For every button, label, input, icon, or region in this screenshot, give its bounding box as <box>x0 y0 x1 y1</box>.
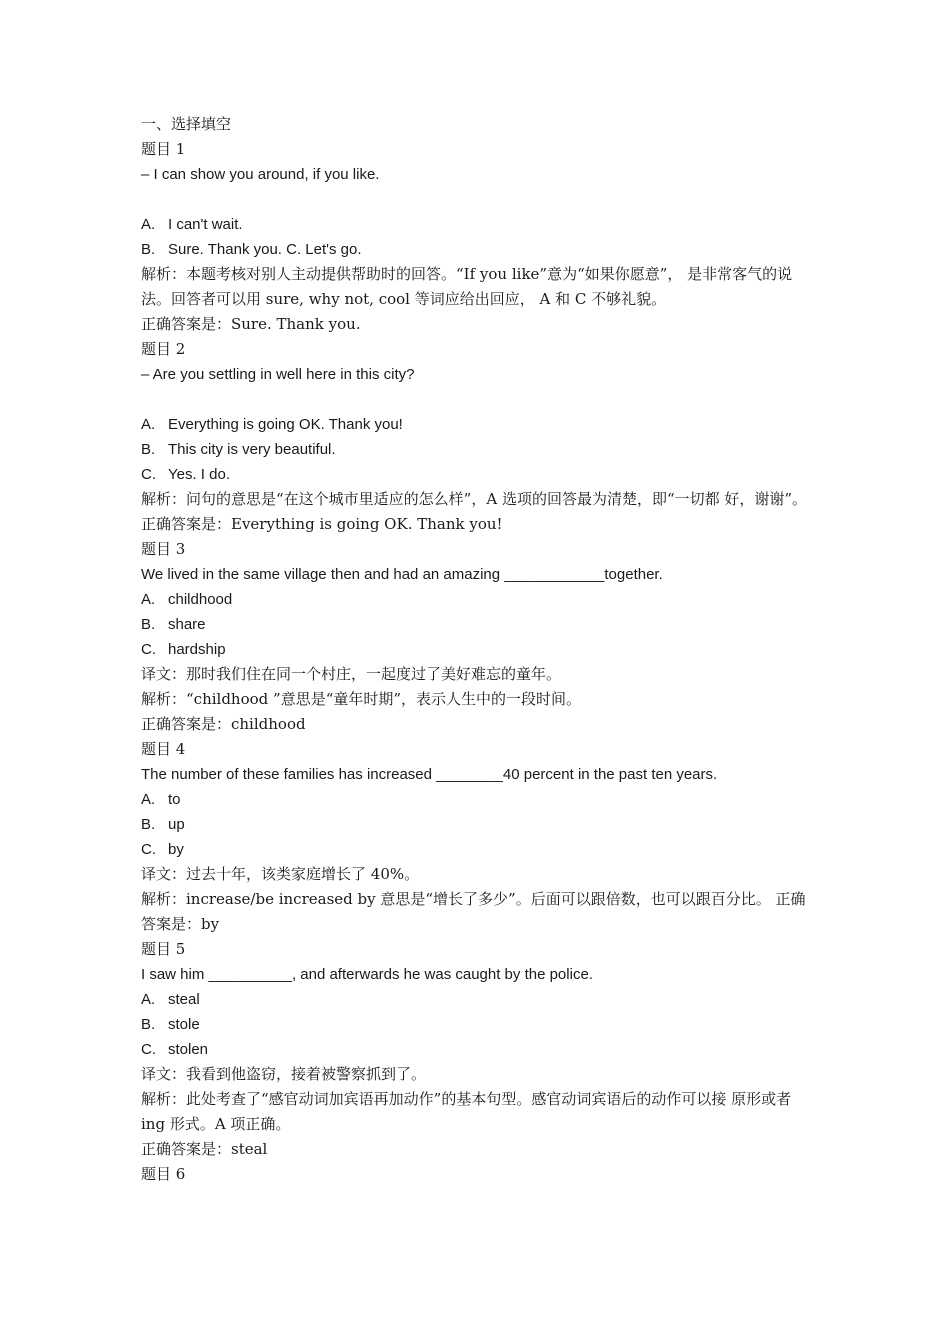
option-letter: A. <box>141 591 156 608</box>
option-b <box>141 237 811 262</box>
option-letter: B. <box>141 241 156 258</box>
option-b <box>141 1012 811 1037</box>
correct-answer: 正确答案是：Sure. Thank you. <box>141 315 361 333</box>
section-title: 一、选择填空 <box>141 115 232 133</box>
question-label: 题目 2 <box>141 340 186 358</box>
question-prompt: We lived in the same village then and had an amazing ____________together. <box>141 566 663 583</box>
question-5 <box>141 937 811 1162</box>
option-b <box>141 612 811 637</box>
question-label: 题目 3 <box>141 540 186 558</box>
option-text: I can't wait. <box>168 216 243 233</box>
option-a <box>141 212 811 237</box>
question-4 <box>141 737 811 937</box>
option-text: Yes. I do. <box>168 466 230 483</box>
option-letter: B. <box>141 816 156 833</box>
option-text: childhood <box>168 591 233 608</box>
option-text: by <box>168 841 184 858</box>
question-prompt: The number of these families has increased ________40 percent in the past ten years. <box>141 766 718 783</box>
option-text: share <box>168 616 206 633</box>
correct-answer: 正确答案是：steal <box>141 1140 268 1158</box>
analysis: 解析：increase/be increased by 意思是“增长了多少”。后面可以跟倍数，也可以跟百分比。 正确答案是：by <box>141 890 806 933</box>
translation: 译文：我看到他盗窃，接着被警察抓到了。 <box>141 1065 427 1083</box>
question-prompt: – Are you settling in well here in this city? <box>141 366 415 383</box>
option-letter: B. <box>141 616 156 633</box>
question-2 <box>141 337 811 537</box>
analysis: 解析：问句的意思是“在这个城市里适应的怎么样”，A 选项的回答最为清楚，即“一切都 好，谢谢”。 <box>141 490 808 508</box>
question-label: 题目 6 <box>141 1165 186 1183</box>
option-text: steal <box>168 991 200 1008</box>
spacer <box>141 187 811 212</box>
question-label: 题目 1 <box>141 140 186 158</box>
option-letter: A. <box>141 791 156 808</box>
question-label: 题目 4 <box>141 740 186 758</box>
option-letter: C. <box>141 466 156 483</box>
option-letter: B. <box>141 441 156 458</box>
option-a <box>141 787 811 812</box>
analysis: 解析：本题考核对别人主动提供帮助时的回答。“If you like”意为“如果你愿意”， 是非常客气的说法。回答者可以用 sure, why not, cool 等词应给出回应， A 和 C 不够礼貌。 <box>141 265 793 308</box>
translation: 译文：那时我们住在同一个村庄，一起度过了美好难忘的童年。 <box>141 665 562 683</box>
analysis: 解析：“childhood ”意思是“童年时期”，表示人生中的一段时间。 <box>141 690 582 708</box>
option-text: Sure. Thank you. C. Let's go. <box>168 241 362 258</box>
question-3 <box>141 537 811 737</box>
question-label: 题目 5 <box>141 940 186 958</box>
option-text: to <box>168 791 181 808</box>
option-c <box>141 637 811 662</box>
translation: 译文：过去十年，该类家庭增长了 40%。 <box>141 865 420 883</box>
document-page <box>141 112 811 1187</box>
option-c <box>141 462 811 487</box>
option-a <box>141 587 811 612</box>
option-letter: C. <box>141 1041 156 1058</box>
option-b <box>141 437 811 462</box>
analysis: 解析：此处考查了“感官动词加宾语再加动作”的基本句型。感官动词宾语后的动作可以接 原形或者 ing 形式。A 项正确。 <box>141 1090 792 1133</box>
option-letter: A. <box>141 416 156 433</box>
question-1 <box>141 137 811 337</box>
option-b <box>141 812 811 837</box>
correct-answer: 正确答案是：Everything is going OK. Thank you! <box>141 515 503 533</box>
option-text: This city is very beautiful. <box>168 441 336 458</box>
option-a <box>141 412 811 437</box>
option-text: up <box>168 816 185 833</box>
option-text: hardship <box>168 641 226 658</box>
option-text: stolen <box>168 1041 209 1058</box>
question-prompt: – I can show you around, if you like. <box>141 166 380 183</box>
option-text: Everything is going OK. Thank you! <box>168 416 403 433</box>
option-c <box>141 837 811 862</box>
option-text: stole <box>168 1016 200 1033</box>
option-letter: A. <box>141 991 156 1008</box>
spacer <box>141 387 811 412</box>
option-letter: C. <box>141 841 156 858</box>
question-prompt: I saw him __________, and afterwards he was caught by the police. <box>141 966 593 983</box>
option-c <box>141 1037 811 1062</box>
option-letter: B. <box>141 1016 156 1033</box>
option-letter: A. <box>141 216 156 233</box>
correct-answer: 正确答案是：childhood <box>141 715 306 733</box>
option-letter: C. <box>141 641 156 658</box>
option-a <box>141 987 811 1012</box>
